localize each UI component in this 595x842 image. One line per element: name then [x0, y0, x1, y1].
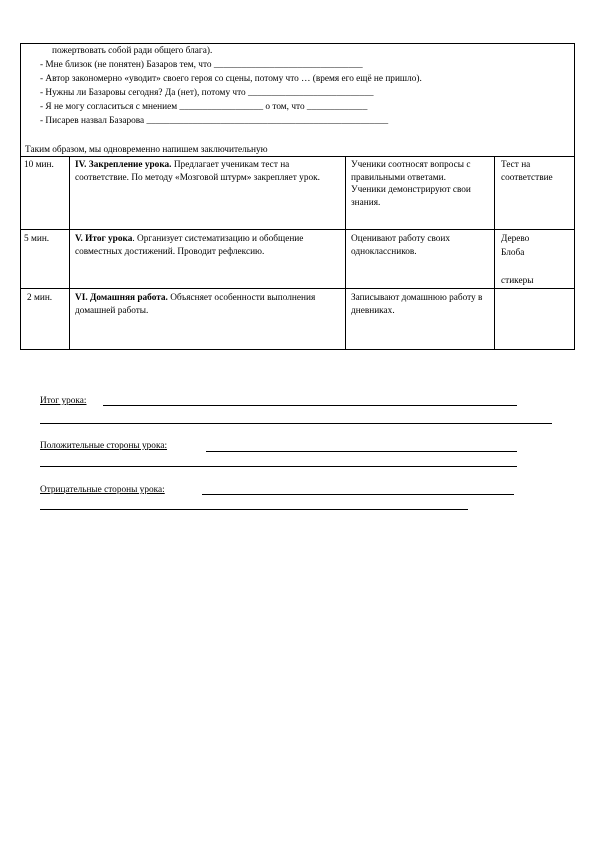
intro-line-3: - Нужны ли Базаровы сегодня? Да (нет), потому что ___________________________	[40, 88, 374, 98]
row-tools	[501, 233, 573, 289]
row-stage	[75, 233, 341, 258]
row-divider-2	[20, 229, 575, 230]
intro-line-1: - Мне близок (не понятен) Базаров тем, что ________________________________	[40, 60, 363, 70]
row-time: 10 мин.	[24, 160, 54, 170]
stage-title: IV. Закрепление урока.	[75, 160, 172, 170]
intro-conclusion: Таким образом, мы одновременно напишем заключительную	[25, 145, 268, 155]
positive-line	[206, 451, 517, 452]
negative-line-2	[40, 509, 468, 510]
row-students: Оценивают работу своих одноклассников.	[351, 234, 451, 257]
negative-label: Отрицательные стороны урока:	[40, 485, 165, 495]
positive-line-2	[40, 466, 517, 467]
stage-text: . Организует систематизацию и обобщение совместных достижений. Проводит рефлексию.	[75, 234, 304, 257]
table-top-border	[20, 43, 575, 44]
row-time: 5 мин.	[24, 234, 50, 244]
col-divider-1	[69, 156, 70, 350]
row-tools	[501, 159, 573, 184]
result-label: Итог урока:	[40, 396, 87, 406]
row-time: 2 мин.	[27, 293, 53, 303]
col-divider-2	[345, 156, 346, 350]
negative-line	[202, 494, 514, 495]
row-students: Записывают домашнюю работу в дневниках.	[351, 293, 483, 316]
row-students: Ученики соотносят вопросы с правильными ответами. Ученики демонстрируют свои знания.	[351, 160, 471, 208]
table-right-border	[574, 43, 575, 350]
row-stage	[75, 159, 341, 184]
tool-item: Дерево	[501, 234, 530, 244]
stage-title: VI. Домашняя работа.	[75, 293, 168, 303]
tool-item	[501, 261, 573, 275]
tool-item: стикеры	[501, 276, 534, 286]
intro-line-0: пожертвовать собой ради общего блага).	[52, 46, 213, 56]
table-left-border	[20, 43, 21, 350]
tool-item: Тест на соответствие	[501, 160, 553, 183]
intro-line-4: - Я не могу согласиться с мнением __________________ о том, что _____________	[40, 102, 368, 112]
tool-item: Блоба	[501, 248, 525, 258]
stage-text: Объясняет особенности выполнения домашней работы.	[75, 293, 316, 316]
row-divider-3	[20, 288, 575, 289]
col-divider-3	[494, 156, 495, 350]
stage-text: Предлагает ученикам тест на соответствие. По методу «Мозговой штурм» закрепляет урок.	[75, 160, 320, 183]
intro-line-5: - Писарев назвал Базарова ____________________________________________________	[40, 116, 389, 126]
result-line	[103, 405, 517, 406]
table-bottom-border	[20, 349, 575, 350]
result-line-2	[40, 423, 552, 424]
positive-label: Положительные стороны урока:	[40, 441, 168, 451]
row-stage	[75, 292, 341, 317]
stage-title: V. Итог урока	[75, 234, 133, 244]
row-divider-1	[20, 156, 575, 157]
intro-line-2: - Автор закономерно «уводит» своего героя со сцены, потому что … (время его ещё не пришло).	[40, 74, 422, 84]
